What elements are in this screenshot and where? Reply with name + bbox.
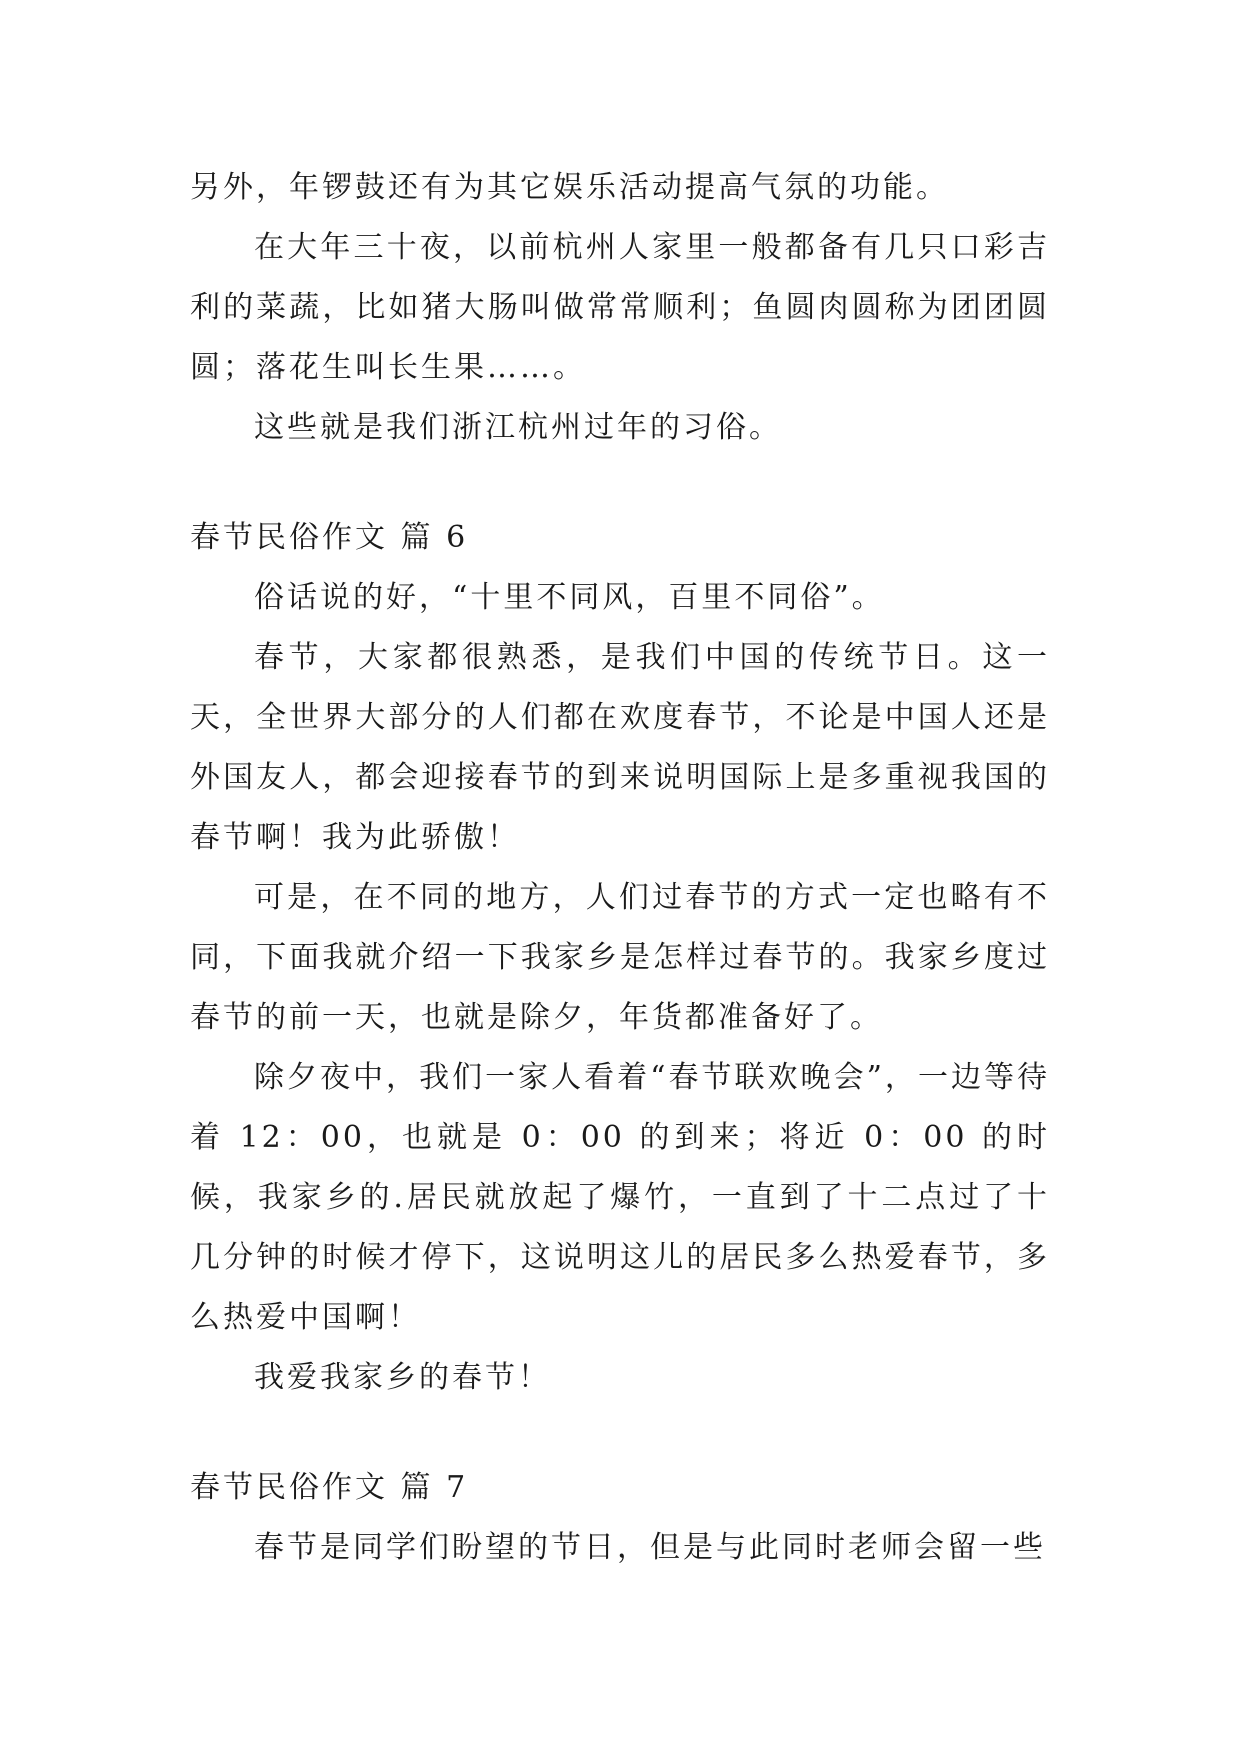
section-heading: 春节民俗作文 篇 7 (190, 1470, 469, 1505)
paragraph: 这些就是我们浙江杭州过年的习俗。 (254, 410, 782, 445)
paragraph: 春节是同学们盼望的节日，但是与此同时老师会留一些 (254, 1530, 1046, 1565)
paragraph: 除夕夜中，我们一家人看着“春节联欢晚会”，一边等待着 12：00，也就是 0：00 的到来；将近 0：00 的时候，我家乡的.居民就放起了爆竹，一直到了十二点过了十几分钟的时候才停下，这说明这儿的居民多么热爱春节，多么热爱中国啊！ (190, 1060, 1050, 1335)
paragraph: 俗话说的好，“十里不同风，百里不同俗”。 (254, 580, 885, 615)
paragraph: 我爱我家乡的春节！ (254, 1360, 551, 1395)
paragraph: 在大年三十夜，以前杭州人家里一般都备有几只口彩吉利的菜蔬，比如猪大肠叫做常常顺利；鱼圆肉圆称为团团圆圆；落花生叫长生果……。 (190, 230, 1050, 385)
paragraph: 春节，大家都很熟悉，是我们中国的传统节日。这一天，全世界大部分的人们都在欢度春节，不论是中国人还是外国友人，都会迎接春节的到来说明国际上是多重视我国的春节啊！我为此骄傲！ (190, 640, 1050, 855)
paragraph: 另外，年锣鼓还有为其它娱乐活动提高气氛的功能。 (190, 170, 949, 205)
section-heading: 春节民俗作文 篇 6 (190, 520, 469, 555)
paragraph: 可是，在不同的地方，人们过春节的方式一定也略有不同，下面我就介绍一下我家乡是怎样过春节的。我家乡度过春节的前一天，也就是除夕，年货都准备好了。 (190, 880, 1050, 1035)
